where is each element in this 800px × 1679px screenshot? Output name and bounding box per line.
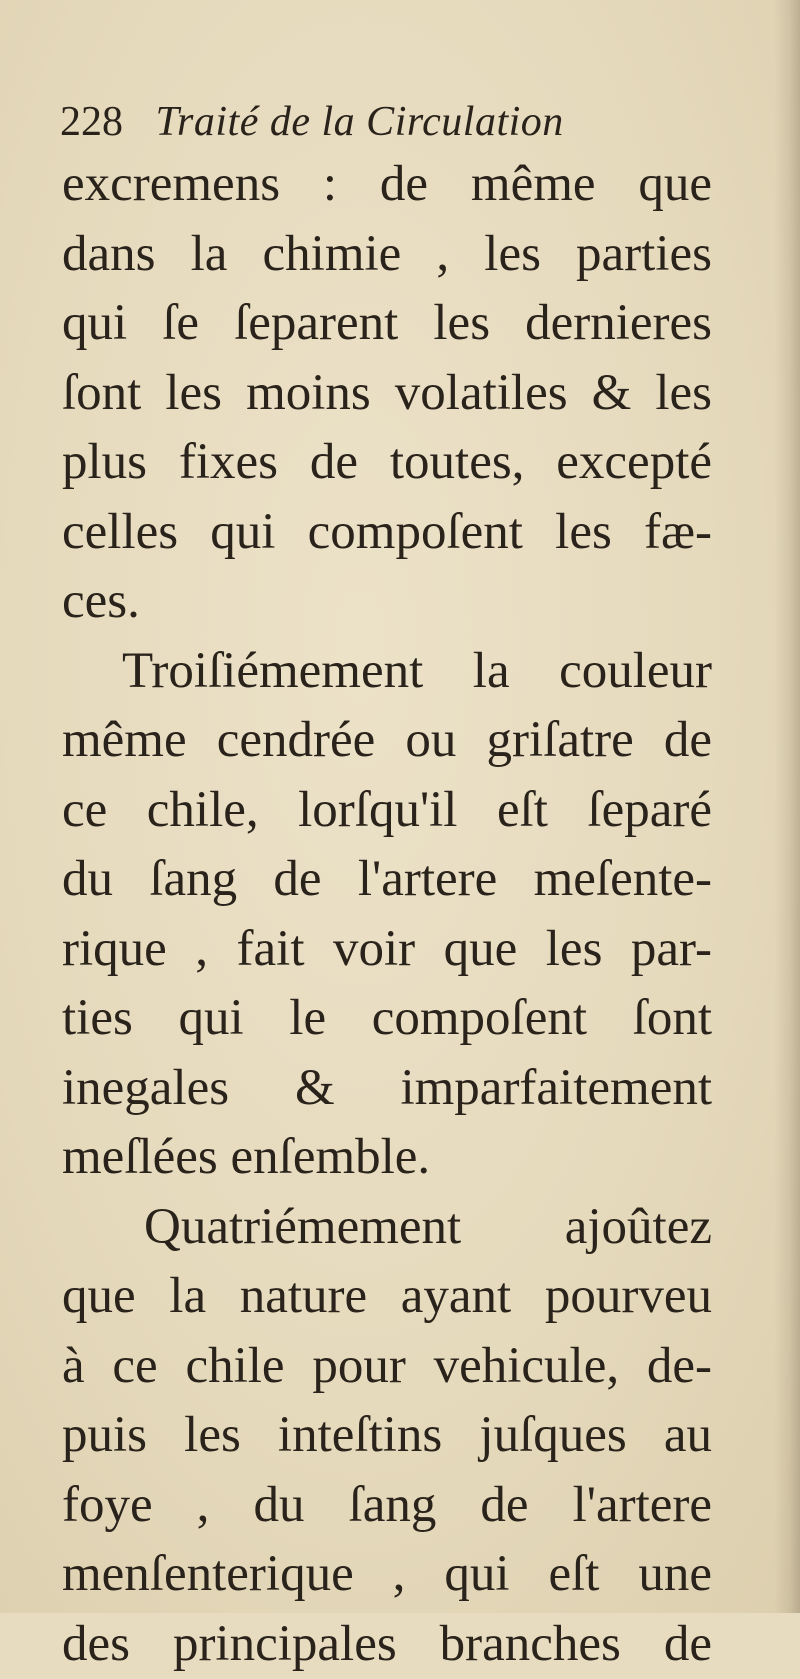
text-line: dans la chimie , les parties [62,220,712,290]
text-line: à ce chile pour vehicule, de- [62,1332,712,1402]
text-line: meſlées enſemble. [62,1123,712,1193]
text-line: ſont les moins volatiles & les [62,359,712,429]
text-line: plus fixes de toutes, excepté [62,428,712,498]
running-title: Traité de la Circulation [156,92,564,152]
text-line: qui ſe ſeparent les dernieres [62,289,712,359]
text-line: celles qui compoſent les fæ- [62,498,712,568]
text-line: ces. [62,567,712,637]
paragraph-start-line: Troiſiémement la couleur [62,637,712,707]
text-line: inegales & imparfaitement [62,1054,712,1124]
page-number: 228 [60,92,123,152]
text-line: que la nature ayant pourveu [62,1262,712,1332]
text-line: puis les inteſtins juſques au [62,1401,712,1471]
page-header [60,92,720,152]
text-line: ties qui le compoſent ſont [62,984,712,1054]
paragraph-start-line: Quatriémement ajoûtez [62,1193,712,1263]
text-line: excremens : de même que [62,150,712,220]
text-line: des principales branches de [62,1610,712,1679]
body-text [62,150,712,1679]
text-line: rique , fait voir que les par- [62,915,712,985]
text-line: foye , du ſang de l'artere [62,1471,712,1541]
text-line: menſenterique , qui eſt une [62,1540,712,1610]
text-line: du ſang de l'artere meſente- [62,845,712,915]
text-line: ce chile, lorſqu'il eſt ſeparé [62,776,712,846]
text-line: même cendrée ou griſatre de [62,706,712,776]
page-gutter-shadow [774,0,800,1613]
